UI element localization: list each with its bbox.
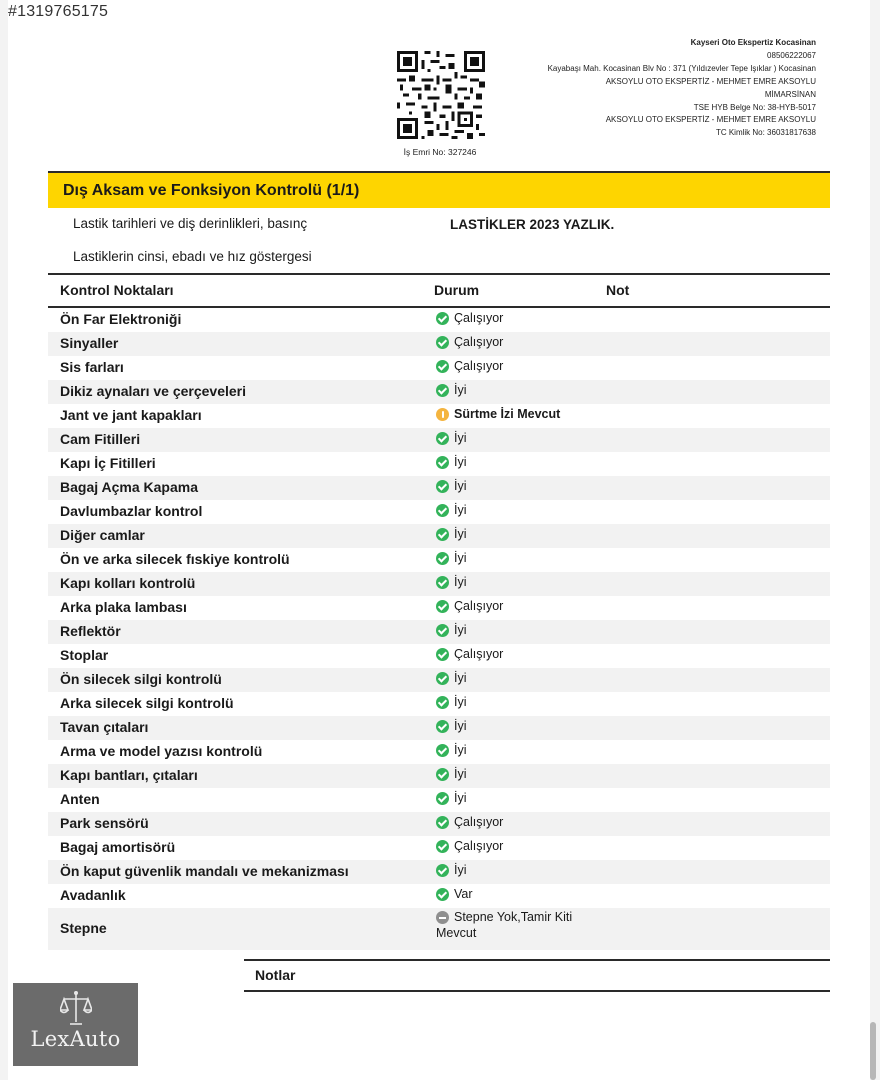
- status-text: Çalışıyor: [454, 359, 504, 373]
- status-text: İyi: [454, 767, 467, 781]
- table-row-spare: [48, 908, 830, 950]
- table-row: [48, 380, 830, 404]
- table-row: [48, 740, 830, 764]
- row-label: Ön silecek silgi kontrolü: [60, 671, 222, 687]
- minus-circle-icon: [436, 911, 449, 924]
- row-status: [436, 887, 473, 901]
- qr-code: [397, 51, 485, 139]
- warning-circle-icon: [436, 408, 449, 421]
- table-row: [48, 356, 830, 380]
- table-row: [48, 860, 830, 884]
- table-row: [48, 548, 830, 572]
- row-label: Kapı İç Fitilleri: [60, 455, 156, 471]
- row-label: Davlumbazlar kontrol: [60, 503, 203, 519]
- check-circle-icon: [436, 432, 449, 445]
- listing-id: #1319765175: [8, 3, 109, 20]
- row-status: [436, 455, 467, 469]
- row-label: Sis farları: [60, 359, 124, 375]
- row-label: Anten: [60, 791, 100, 807]
- row-label: Stoplar: [60, 647, 109, 663]
- row-status: [436, 623, 467, 637]
- status-text: İyi: [454, 671, 467, 685]
- row-status: [436, 863, 467, 877]
- tire-dates-value: LASTİKLER 2023 YAZLIK.: [450, 217, 615, 232]
- row-status: [436, 647, 503, 661]
- row-label: Kapı kolları kontrolü: [60, 575, 196, 591]
- status-text: Çalışıyor: [454, 839, 504, 853]
- check-circle-icon: [436, 672, 449, 685]
- row-label: Tavan çıtaları: [60, 719, 149, 735]
- row-status: [436, 719, 467, 733]
- row-status: [436, 335, 503, 349]
- status-text: İyi: [454, 695, 467, 709]
- inspection-table: [48, 273, 830, 950]
- status-text: İyi: [454, 863, 467, 877]
- status-text: İyi: [454, 527, 467, 541]
- row-status: [436, 743, 467, 757]
- row-label: Bagaj amortisörü: [60, 839, 176, 855]
- status-text: Çalışıyor: [454, 311, 504, 325]
- check-circle-icon: [436, 816, 449, 829]
- row-label: Arka plaka lambası: [60, 599, 187, 615]
- check-circle-icon: [436, 456, 449, 469]
- table-row: [48, 572, 830, 596]
- status-text-line1: Stepne Yok,Tamir Kiti: [454, 910, 573, 924]
- status-text: İyi: [454, 575, 467, 589]
- row-label: Ön ve arka silecek fıskiye kontrolü: [60, 551, 290, 567]
- row-label: Kapı bantları, çıtaları: [60, 767, 198, 783]
- status-text: İyi: [454, 503, 467, 517]
- table-body: [48, 308, 830, 908]
- table-row: [48, 524, 830, 548]
- row-status: [436, 695, 467, 709]
- row-status: [436, 599, 503, 613]
- row-status: [436, 575, 467, 589]
- row-status: [436, 551, 467, 565]
- check-circle-icon: [436, 648, 449, 661]
- company-tc-id: TC Kimlik No: 36031817638: [715, 128, 816, 138]
- company-info: [516, 37, 816, 140]
- table-row: [48, 836, 830, 860]
- row-label: Bagaj Açma Kapama: [60, 479, 198, 495]
- table-row: [48, 428, 830, 452]
- row-label: Dikiz aynaları ve çerçeveleri: [60, 383, 247, 399]
- table-row: [48, 764, 830, 788]
- row-status: [436, 527, 467, 541]
- check-circle-icon: [436, 744, 449, 757]
- status-text: İyi: [454, 455, 467, 469]
- check-circle-icon: [436, 528, 449, 541]
- notes-header: Notlar: [244, 959, 830, 992]
- row-label: Ön kaput güvenlik mandalı ve mekanizması: [60, 863, 349, 879]
- row-label: Diğer camlar: [60, 527, 145, 543]
- company-tse-certificate: TSE HYB Belge No: 38-HYB-5017: [693, 102, 816, 112]
- tire-dates-label: Lastik tarihleri ve diş derinlikleri, basınç: [73, 216, 308, 231]
- company-district: MİMARSİNAN: [764, 89, 816, 99]
- check-circle-icon: [436, 480, 449, 493]
- company-phone: 08506222067: [767, 50, 816, 60]
- page-scrollbar[interactable]: [870, 1022, 876, 1080]
- table-row: [48, 452, 830, 476]
- status-text: İyi: [454, 431, 467, 445]
- status-text: Çalışıyor: [454, 599, 504, 613]
- check-circle-icon: [436, 768, 449, 781]
- table-row: [48, 308, 830, 332]
- status-text: Çalışıyor: [454, 335, 504, 349]
- table-header: [48, 273, 830, 308]
- row-status: [436, 407, 560, 421]
- row-status: [436, 671, 467, 685]
- table-row: [48, 620, 830, 644]
- row-status: [436, 359, 503, 373]
- check-circle-icon: [436, 312, 449, 325]
- status-text: İyi: [454, 719, 467, 733]
- lexauto-watermark: [13, 983, 138, 1066]
- row-label: Cam Fitilleri: [60, 431, 141, 447]
- row-label: Arka silecek silgi kontrolü: [60, 695, 234, 711]
- table-row: [48, 812, 830, 836]
- status-text: İyi: [454, 791, 467, 805]
- table-row: [48, 476, 830, 500]
- check-circle-icon: [436, 624, 449, 637]
- status-text-line2: Mevcut: [436, 926, 477, 940]
- company-owner-repeat: AKSOYLU OTO EKSPERTİZ - MEHMET EMRE AKSOYLU: [605, 115, 816, 125]
- table-row: [48, 644, 830, 668]
- row-label: Arma ve model yazısı kontrolü: [60, 743, 263, 759]
- check-circle-icon: [436, 384, 449, 397]
- check-circle-icon: [436, 552, 449, 565]
- company-owner: AKSOYLU OTO EKSPERTİZ - MEHMET EMRE AKSOYLU: [605, 76, 816, 86]
- company-address: Kayabaşı Mah. Kocasinan Blv No : 371 (Yıldızevler Tepe Işıklar ) Kocasinan: [547, 63, 816, 73]
- row-status: [436, 910, 572, 940]
- table-row: [48, 668, 830, 692]
- row-label: Jant ve jant kapakları: [60, 407, 202, 423]
- row-status: [436, 791, 467, 805]
- row-label: Avadanlık: [60, 887, 126, 903]
- row-status: [436, 479, 467, 493]
- row-status: [436, 815, 503, 829]
- row-label: Reflektör: [60, 623, 121, 639]
- header-note: Not: [606, 282, 630, 298]
- check-circle-icon: [436, 720, 449, 733]
- table-row: [48, 500, 830, 524]
- row-status: [436, 839, 503, 853]
- status-text: İyi: [454, 743, 467, 757]
- header-control-points: Kontrol Noktaları: [60, 282, 174, 298]
- row-status: [436, 311, 503, 325]
- scales-of-justice-icon: [60, 990, 92, 1028]
- row-label: Sinyaller: [60, 335, 119, 351]
- check-circle-icon: [436, 696, 449, 709]
- table-row: [48, 788, 830, 812]
- row-label: Stepne: [60, 920, 107, 936]
- table-row: [48, 716, 830, 740]
- table-row: [48, 692, 830, 716]
- table-row: [48, 884, 830, 908]
- check-circle-icon: [436, 864, 449, 877]
- row-status: [436, 383, 467, 397]
- row-label: Ön Far Elektroniği: [60, 311, 182, 327]
- check-circle-icon: [436, 600, 449, 613]
- status-text: İyi: [454, 551, 467, 565]
- check-circle-icon: [436, 336, 449, 349]
- check-circle-icon: [436, 360, 449, 373]
- work-order-number: İş Emri No: 327246: [403, 147, 477, 157]
- check-circle-icon: [436, 888, 449, 901]
- section-title: Dış Aksam ve Fonksiyon Kontrolü (1/1): [48, 171, 830, 208]
- company-name: Kayseri Oto Ekspertiz Kocasinan: [690, 38, 816, 47]
- status-text: Çalışıyor: [454, 815, 504, 829]
- table-row: [48, 404, 830, 428]
- watermark-text: LexAuto: [30, 1027, 121, 1051]
- row-label: Park sensörü: [60, 815, 149, 831]
- status-text: Çalışıyor: [454, 647, 504, 661]
- status-text: Var: [454, 887, 473, 901]
- check-circle-icon: [436, 840, 449, 853]
- status-text: İyi: [454, 479, 467, 493]
- row-status: [436, 431, 467, 445]
- check-circle-icon: [436, 792, 449, 805]
- check-circle-icon: [436, 504, 449, 517]
- row-status: [436, 767, 467, 781]
- table-row: [48, 596, 830, 620]
- status-text: Sürtme İzi Mevcut: [454, 407, 561, 421]
- table-row: [48, 332, 830, 356]
- check-circle-icon: [436, 576, 449, 589]
- row-status: [436, 503, 467, 517]
- tire-type-label: Lastiklerin cinsi, ebadı ve hız göstergesi: [73, 249, 312, 264]
- status-text: İyi: [454, 623, 467, 637]
- status-text: İyi: [454, 383, 467, 397]
- header-status: Durum: [434, 282, 480, 298]
